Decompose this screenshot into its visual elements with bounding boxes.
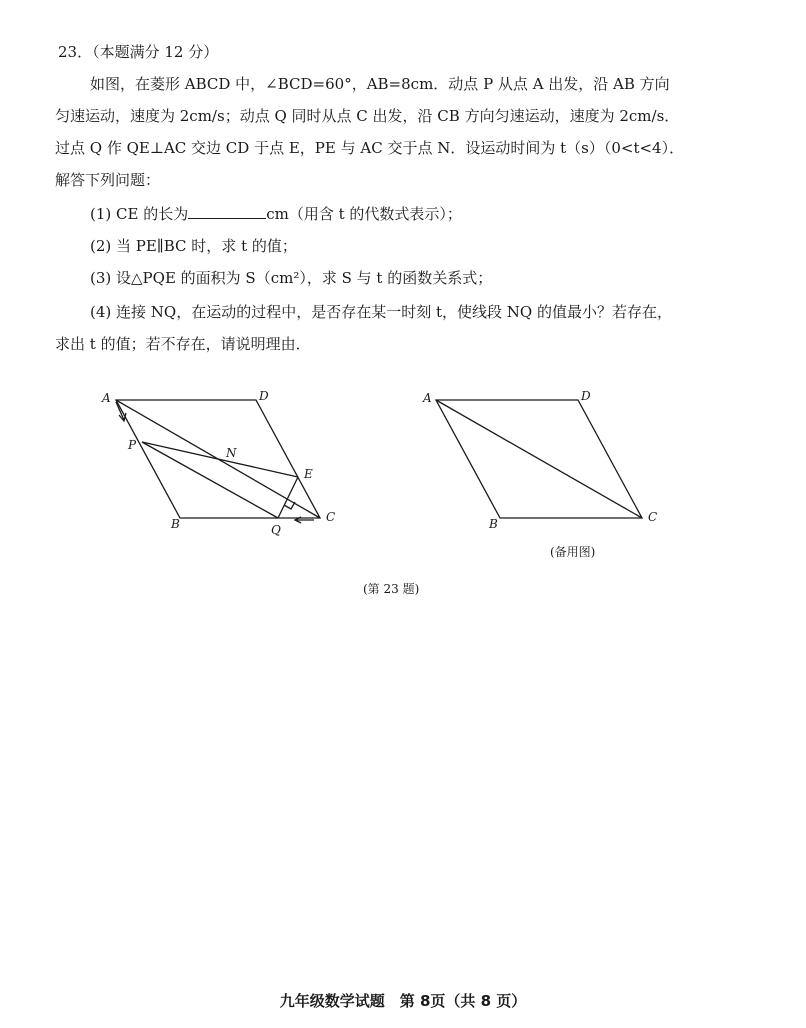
- question-1-suffix: cm（用含 t 的代数式表示）；: [266, 205, 462, 223]
- segment-pe: [142, 442, 298, 477]
- segment-qe: [278, 477, 298, 518]
- label-c: C: [326, 510, 336, 524]
- figure-area: [0, 380, 806, 600]
- question-2: (2) 当 PE∥BC 时，求 t 的值；: [90, 237, 297, 255]
- label-b: B: [171, 517, 180, 531]
- answer-blank: [188, 204, 266, 219]
- label-d: D: [259, 389, 269, 403]
- spare-label-d: D: [581, 389, 591, 403]
- question-4-line-2: 求出 t 的值；若不存在，请说明理由．: [55, 335, 311, 353]
- segment-pq: [142, 442, 278, 518]
- figure-svg: [0, 380, 806, 600]
- problem-header: 23．（本题满分 12 分）: [58, 43, 219, 61]
- question-4-line-1: (4) 连接 NQ，在运动的过程中，是否存在某一时刻 t，使线段 NQ 的值最小？若存在，: [90, 303, 672, 321]
- page-footer: 九年级数学试题 第 8页（共 8 页）: [279, 992, 527, 1010]
- spare-label-b: B: [489, 517, 498, 531]
- label-e: E: [304, 467, 313, 481]
- spare-figure: [436, 400, 642, 518]
- figure-caption: (第 23 题): [363, 582, 420, 596]
- problem-line-2: 匀速运动，速度为 2cm/s；动点 Q 同时从点 C 出发，沿 CB 方向匀速运动，速度为 2cm/s．: [55, 107, 680, 125]
- label-p: P: [128, 438, 137, 452]
- main-figure: [116, 400, 320, 523]
- question-3: (3) 设△PQE 的面积为 S（cm²），求 S 与 t 的函数关系式；: [90, 269, 493, 287]
- question-1: [90, 204, 462, 224]
- problem-line-1: 如图，在菱形 ABCD 中，∠BCD=60°，AB=8cm．动点 P 从点 A 出发，沿 AB 方向: [90, 75, 670, 93]
- spare-diagonal-ac: [436, 400, 642, 518]
- label-n: N: [226, 446, 237, 460]
- spare-figure-caption: (备用图): [550, 545, 596, 559]
- problem-line-4: 解答下列问题：: [55, 171, 161, 189]
- problem-line-3: 过点 Q 作 QE⊥AC 交边 CD 于点 E，PE 与 AC 交于点 N．设运动时间为 t（s）（0<t<4）．: [55, 139, 685, 157]
- label-a: A: [102, 391, 111, 405]
- spare-label-a: A: [423, 391, 432, 405]
- arrow-p-shaft: [116, 402, 124, 420]
- spare-label-c: C: [648, 510, 658, 524]
- question-1-prefix: (1) CE 的长为: [90, 205, 189, 223]
- label-q: Q: [271, 523, 281, 537]
